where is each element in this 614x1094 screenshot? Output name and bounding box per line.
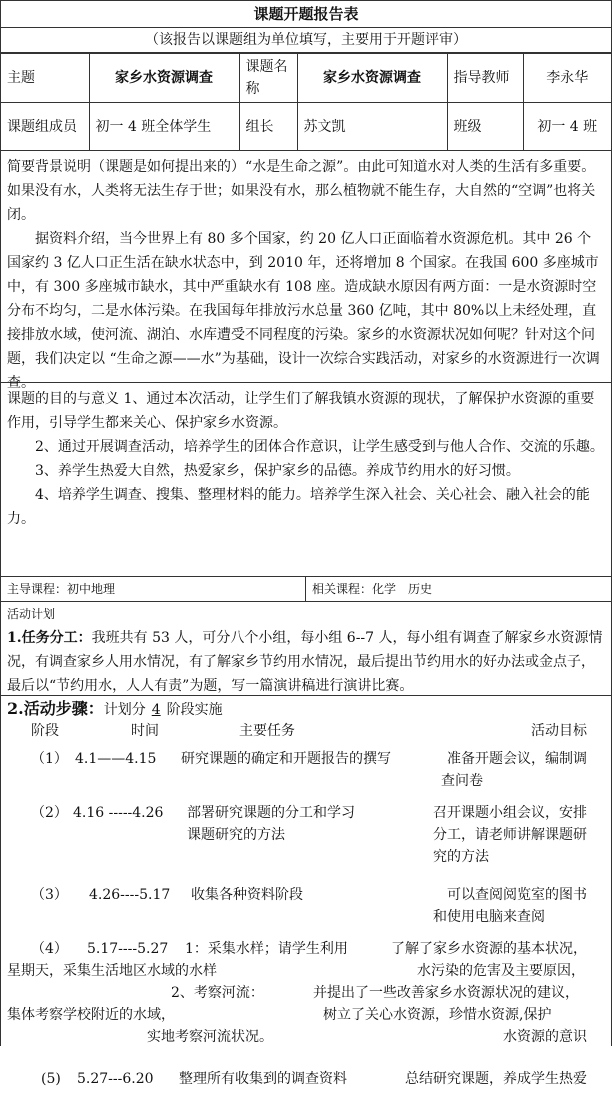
step-task: 整理所有收集到的调查资料 bbox=[179, 1071, 347, 1087]
plan-heading: 活动计划 bbox=[7, 607, 56, 621]
step-stage: （4） bbox=[31, 941, 68, 957]
step-task: 部署研究课题的分工和学习 bbox=[187, 805, 355, 821]
step-goal: 查问卷 bbox=[441, 773, 483, 789]
step-time: 4.16 -----4.26 bbox=[73, 805, 164, 821]
step-line: 并提出了一些改善家乡水资源状况的建议， bbox=[313, 985, 579, 1001]
step-row bbox=[7, 748, 605, 798]
step-row bbox=[7, 938, 605, 1050]
members-value: 初一 4 班全体学生 bbox=[89, 103, 239, 151]
background-paragraph-1: 简要背景说明（课题是如何提出来的）“水是生命之源”。由此可知道水对人类的生活有多重要。如果没有水，人类将无法生存于世；如果没有水，那么植物就不能生存，大自然的“空调”也将关闭。 bbox=[7, 159, 596, 223]
step-stage: (5) bbox=[41, 1071, 61, 1087]
col-goal: 活动目标 bbox=[531, 723, 587, 739]
step-goal: 准备开题会议，编制调 bbox=[447, 751, 587, 767]
task-section bbox=[1, 626, 611, 696]
step-stage: （1） bbox=[31, 751, 68, 767]
purpose-paragraph-1: 课题的目的与意义 1、通过本次活动，让学生们了解我镇水资源的现状，了解保护水资源的重要作用，引导学生都来关心、保护家乡水资源。 bbox=[7, 391, 595, 431]
step-row bbox=[7, 1068, 605, 1092]
step-goal: 和使用电脑来查阅 bbox=[433, 909, 545, 925]
step-line: 实地考察河流状况。 bbox=[147, 1029, 273, 1045]
step-goal: 可以查阅阅览室的图书 bbox=[447, 887, 587, 903]
leader-label: 组长 bbox=[239, 103, 297, 151]
step-time: 5.17----5.27 bbox=[87, 941, 169, 957]
report-title: 课题开题报告表 bbox=[1, 0, 611, 28]
col-task: 主要任务 bbox=[239, 723, 295, 739]
class-label: 班级 bbox=[447, 103, 523, 151]
topic-label: 主题 bbox=[1, 54, 89, 103]
step-row bbox=[7, 884, 605, 932]
step-time: 4.1——4.15 bbox=[75, 751, 157, 767]
step-task: 收集各种资料阶段 bbox=[191, 887, 303, 903]
steps-section bbox=[1, 696, 611, 1094]
main-course: 主导课程：初中地理 bbox=[1, 577, 306, 601]
background-paragraph-2: 据资料介绍，当今世界上有 80 多个国家，约 20 亿人口正面临着水资源危机。其中 26 个国家约 3 亿人口正生活在缺水状态中，到 2010 年，还将增加 8 个国家。在我国 600 多座城市中，有 300 多座城市缺水，其中严重缺水有 108 座。造成缺水原因有两方面：一是水资源时空分布不均匀，二是水体污染。在我国每年排放污水总量 360 亿吨，其中 80%以上未经处理，直接排放水域，使河流、湖泊、水库遭受不同程度的污染。家乡的水资源状况如何呢？针对这个问题，我们决定以 “生命之源——水”为基础，设计一次综合实践活动，对家乡的水资源进行一次调查。 bbox=[7, 231, 600, 391]
purpose-paragraph-2: 2、通过开展调查活动，培养学生的团体合作意识，让学生感受到与他人合作、交流的乐趣。 bbox=[35, 439, 604, 455]
purpose-section bbox=[1, 383, 611, 577]
step-task: 研究课题的确定和开题报告的撰写 bbox=[181, 751, 391, 767]
step-goal: 究的方法 bbox=[433, 849, 489, 865]
courses-row bbox=[1, 577, 611, 602]
steps-suffix: 阶段实施 bbox=[166, 702, 223, 718]
class-value: 初一 4 班 bbox=[523, 103, 611, 151]
name-value: 家乡水资源调查 bbox=[297, 54, 447, 103]
task-text: 我班共有 53 人，可分八个小组，每小组 6--7 人，每小组有调查了解家乡水资源情况，有调查家乡人用水情况，有了解家乡节约用水情况，最后提出节约用水的好办法或金点子，最后以“节约用水，人人有责”为题，写一篇演讲稿进行演讲比赛。 bbox=[7, 630, 603, 694]
col-time: 时间 bbox=[131, 723, 159, 739]
related-course: 相关课程：化学 历史 bbox=[312, 582, 433, 596]
task-title: 1.任务分工： bbox=[7, 630, 92, 646]
teacher-label: 指导教师 bbox=[447, 54, 523, 103]
step-stage: （2） bbox=[31, 805, 68, 821]
background-section bbox=[1, 151, 611, 391]
name-label: 课题名称 bbox=[239, 54, 297, 103]
step-time: 4.26----5.17 bbox=[89, 887, 171, 903]
report-subtitle: （该报告以课题组为单位填写，主要用于开题评审） bbox=[1, 28, 611, 53]
step-stage: （3） bbox=[31, 887, 68, 903]
step-line: 星期天，采集生活地区水域的水样 bbox=[7, 963, 217, 979]
leader-value: 苏文凯 bbox=[297, 103, 447, 151]
step-line: 2、考察河流： bbox=[171, 985, 264, 1001]
step-line: 了解了家乡水资源的基本状况， bbox=[391, 941, 587, 957]
step-row bbox=[7, 802, 605, 878]
step-goal: 分工，请老师讲解课题研 bbox=[433, 827, 587, 843]
step-line: 1：采集水样；请学生利用 bbox=[185, 941, 348, 957]
step-line: 水污染的危害及主要原因， bbox=[417, 963, 585, 979]
steps-count: 4 bbox=[151, 702, 161, 718]
purpose-paragraph-3: 3、养学生热爱大自然，热爱家乡，保护家乡的品德。养成节约用水的好习惯。 bbox=[35, 463, 520, 479]
col-stage: 阶段 bbox=[31, 723, 59, 739]
step-line: 水资源的意识 bbox=[503, 1029, 587, 1045]
step-time: 5.27---6.20 bbox=[77, 1071, 154, 1087]
step-goal: 总结研究课题，养成学生热爱 bbox=[405, 1071, 587, 1087]
topic-value: 家乡水资源调查 bbox=[89, 54, 239, 103]
step-line: 集体考察学校附近的水域， bbox=[7, 1007, 175, 1023]
teacher-value: 李永华 bbox=[523, 54, 611, 103]
step-task: 课题研究的方法 bbox=[187, 827, 285, 843]
steps-prefix: 计划分 bbox=[103, 702, 146, 718]
step-line: 树立了关心水资源，珍惜水资源,保护 bbox=[323, 1007, 552, 1023]
step-goal: 召开课题小组会议，安排 bbox=[433, 805, 587, 821]
steps-title: 2.活动步骤： bbox=[7, 699, 104, 718]
purpose-paragraph-4: 4、培养学生调查、搜集、整理材料的能力。培养学生深入社会、关心社会、融入社会的能力。 bbox=[7, 487, 590, 527]
members-label: 课题组成员 bbox=[1, 103, 89, 151]
info-table bbox=[1, 53, 611, 151]
